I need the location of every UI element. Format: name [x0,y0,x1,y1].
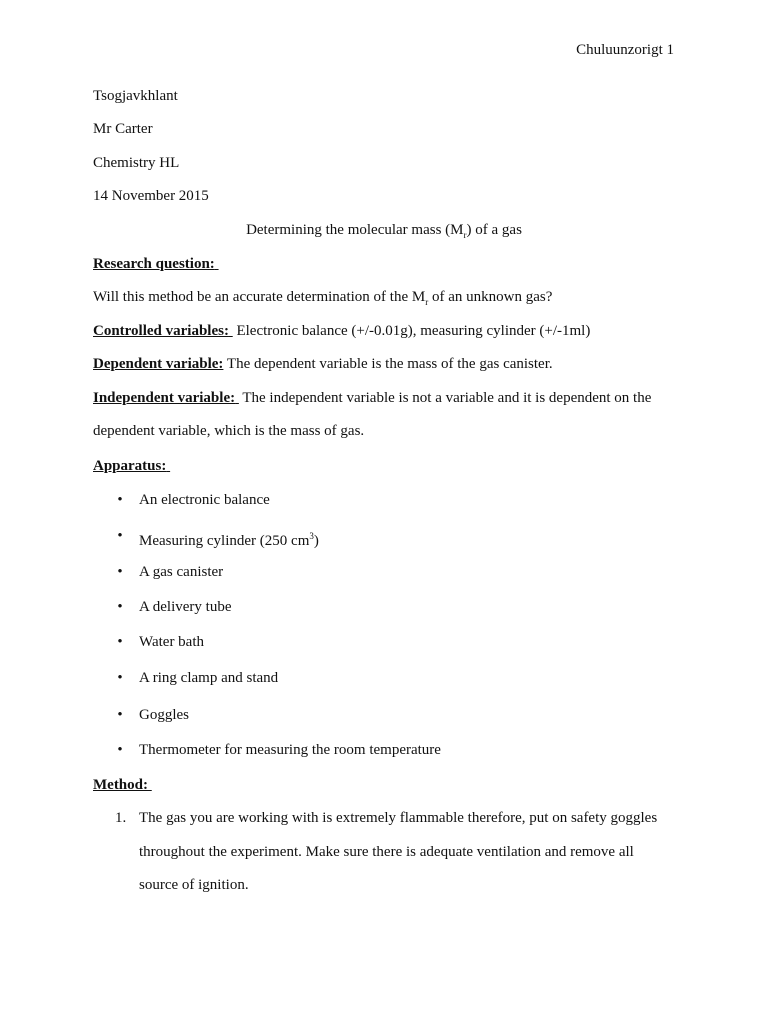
page-header-label: Chuluunzorigt 1 [576,42,674,58]
list-item-text: Thermometer for measuring the room temperature [139,742,441,758]
title-text-end: ) of a gas [466,222,522,238]
superscript: 3 [309,531,314,541]
document-title [0,220,768,245]
method-step-line: throughout the experiment. Make sure there is adequate ventilation and remove all [139,844,634,860]
bullet-icon: • [117,634,123,650]
teacher-name: Mr Carter [93,121,153,137]
research-text-end: of an unknown gas? [428,289,553,305]
research-question-text [93,287,552,312]
method-heading [93,775,152,795]
list-item-text: A gas canister [139,564,224,580]
list-item-text: Water bath [139,634,205,650]
student-name: Tsogjavkhlant [93,88,178,104]
title-subscript: r [463,230,467,240]
research-question-heading [93,254,219,274]
dependent-variable [93,354,553,374]
page-header [576,42,674,59]
method-step-number: 1. [115,810,127,826]
list-item-text-main: Measuring cylinder (250 cm [139,533,310,549]
apparatus-label: Apparatus: [93,458,167,474]
bullet-icon: • [117,564,123,580]
document-date: 14 November 2015 [93,188,209,204]
independent-variable-label: Independent variable: [93,390,236,406]
bullet-icon: • [117,528,123,544]
research-text: Will this method be an accurate determination of the M [93,289,426,305]
bullet-icon: • [117,707,123,723]
apparatus-heading [93,456,170,476]
course-name: Chemistry HL [93,155,180,171]
controlled-variables-text: Electronic balance (+/-0.01g), measuring cylinder (+/-1ml) [236,323,591,339]
list-item-text [139,526,319,551]
bullet-icon: • [117,599,123,615]
list-item-text-end: ) [313,533,319,549]
controlled-variables-label: Controlled variables: [93,323,229,339]
independent-variable-continued: dependent variable, which is the mass of gas. [93,423,365,439]
list-item-text: Goggles [139,707,189,723]
bullet-icon: • [117,670,123,686]
bullet-icon: • [117,492,123,508]
list-item-text: A ring clamp and stand [139,670,279,686]
list-item-text: A delivery tube [139,599,232,615]
dependent-variable-label: Dependent variable: [93,356,224,372]
independent-variable-text: The independent variable is not a variable and it is dependent on the [242,390,652,406]
method-label: Method: [93,777,148,793]
method-step-line: source of ignition. [139,877,249,893]
list-item-text: An electronic balance [139,492,270,508]
method-step-line: The gas you are working with is extremely flammable therefore, put on safety goggles [139,810,658,826]
dependent-variable-text: The dependent variable is the mass of the gas canister. [226,356,553,372]
bullet-icon: • [117,742,123,758]
research-question-label: Research question: [93,256,215,272]
independent-variable [93,388,651,408]
title-text: Determining the molecular mass (M [246,222,464,238]
controlled-variables [93,321,590,341]
research-subscript: r [425,297,429,307]
